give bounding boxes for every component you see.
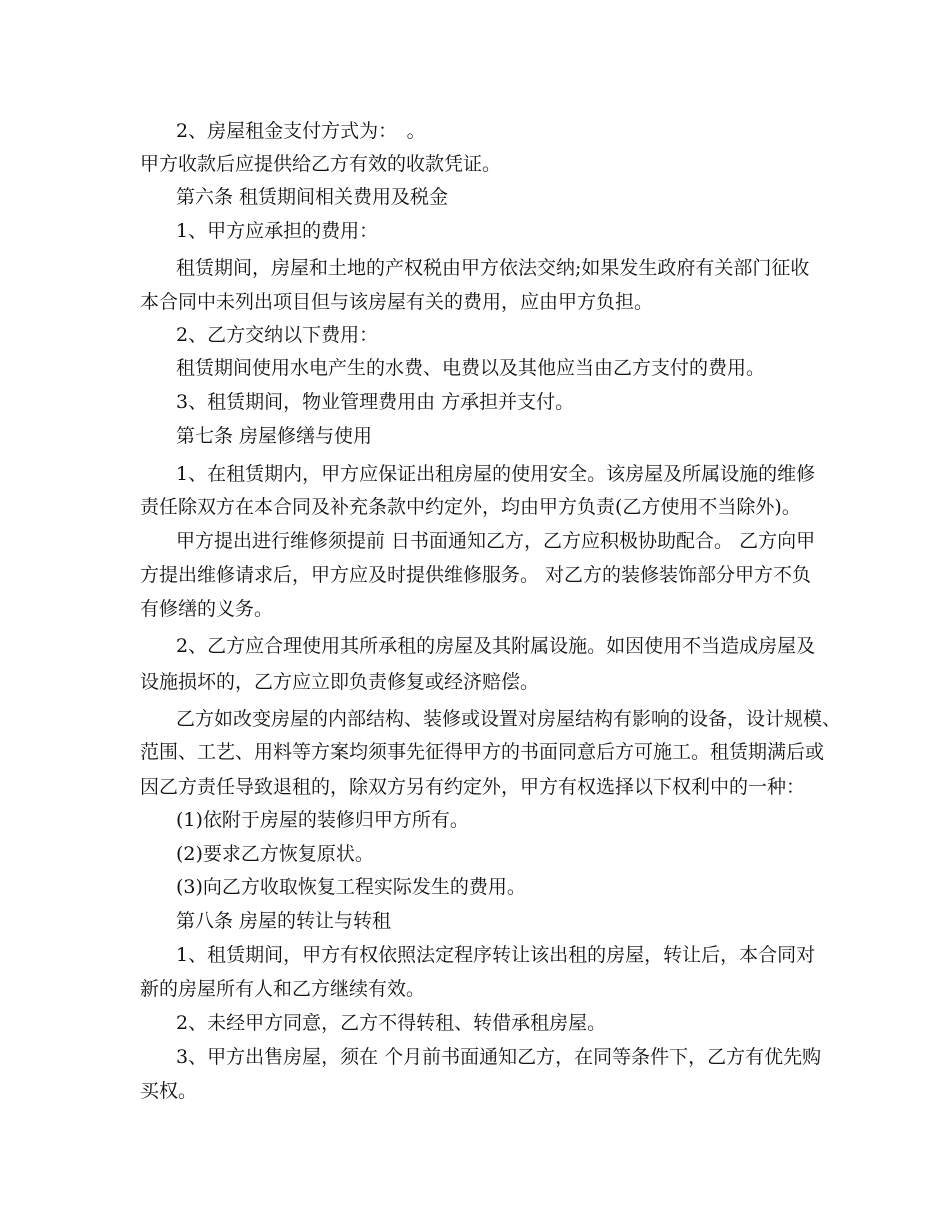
paragraph-line: 甲方收款后应提供给乙方有效的收款凭证。 <box>140 153 502 175</box>
paragraph-line: 设施损坏的，乙方应立即负责修复或经济赔偿。 <box>140 671 540 693</box>
paragraph-line: 责任除双方在本合同及补充条款中约定外，均由甲方负责(乙方使用不当除外)。 <box>140 496 801 518</box>
paragraph-line: (2)要求乙方恢复原状。 <box>176 843 374 865</box>
paragraph-line: 甲方提出进行维修须提前 日书面通知乙方，乙方应积极协助配合。 乙方向甲 <box>176 530 816 552</box>
article-heading-text: 第八条 房屋的转让与转租 <box>176 910 392 932</box>
paragraph-line: 3、租赁期间，物业管理费用由 方承担并支付。 <box>176 391 575 413</box>
paragraph-line: 因乙方责任导致退租的，除双方另有约定外，甲方有权选择以下权利中的一种： <box>140 776 806 798</box>
paragraph-line: 3、甲方出售房屋，须在 个月前书面通知乙方，在同等条件下，乙方有优先购 <box>176 1046 822 1068</box>
paragraph-line: 新的房屋所有人和乙方继续有效。 <box>140 978 426 1000</box>
paragraph-line: (1)依附于房屋的装修归甲方所有。 <box>176 809 469 831</box>
paragraph-line: 方提出维修请求后，甲方应及时提供维修服务。 对乙方的装修装饰部分甲方不负 <box>140 564 812 586</box>
paragraph-line: 本合同中未列出项目但与该房屋有关的费用，应由甲方负担。 <box>140 291 654 313</box>
article-heading-text: 第六条 租赁期间相关费用及税金 <box>176 186 449 208</box>
paragraph-line: 1、租赁期间，甲方有权依照法定程序转让该出租的房屋，转让后，本合同对 <box>176 944 816 966</box>
paragraph-line: 租赁期间，房屋和土地的产权税由甲方依法交纳;如果发生政府有关部门征收 <box>176 257 810 279</box>
paragraph-line: 2、乙方应合理使用其所承租的房屋及其附属设施。如因使用不当造成房屋及 <box>176 635 816 657</box>
paragraph-line: 2、未经甲方同意，乙方不得转租、转借承租房屋。 <box>176 1012 607 1034</box>
paragraph-line: 有修缮的义务。 <box>140 598 274 620</box>
paragraph-line: (3)向乙方收取恢复工程实际发生的费用。 <box>176 876 526 898</box>
paragraph-line: 租赁期间使用水电产生的水费、电费以及其他应当由乙方支付的费用。 <box>176 357 766 379</box>
paragraph-line: 1、在租赁期内，甲方应保证出租房屋的使用安全。该房屋及所属设施的维修 <box>176 463 816 485</box>
paragraph-line: 乙方如改变房屋的内部结构、装修或设置对房屋结构有影响的设备，设计规模、 <box>176 708 842 730</box>
paragraph-line: 1、甲方应承担的费用： <box>176 220 379 242</box>
paragraph-line: 范围、工艺、用料等方案均须事先征得甲方的书面同意后方可施工。租赁期满后或 <box>140 741 825 763</box>
paragraph-line: 2、房屋租金支付方式为： 。 <box>176 120 426 142</box>
article-heading-text: 第七条 房屋修缮与使用 <box>176 425 373 447</box>
paragraph-line: 买权。 <box>140 1080 198 1102</box>
paragraph-line: 2、乙方交纳以下费用： <box>176 324 379 346</box>
